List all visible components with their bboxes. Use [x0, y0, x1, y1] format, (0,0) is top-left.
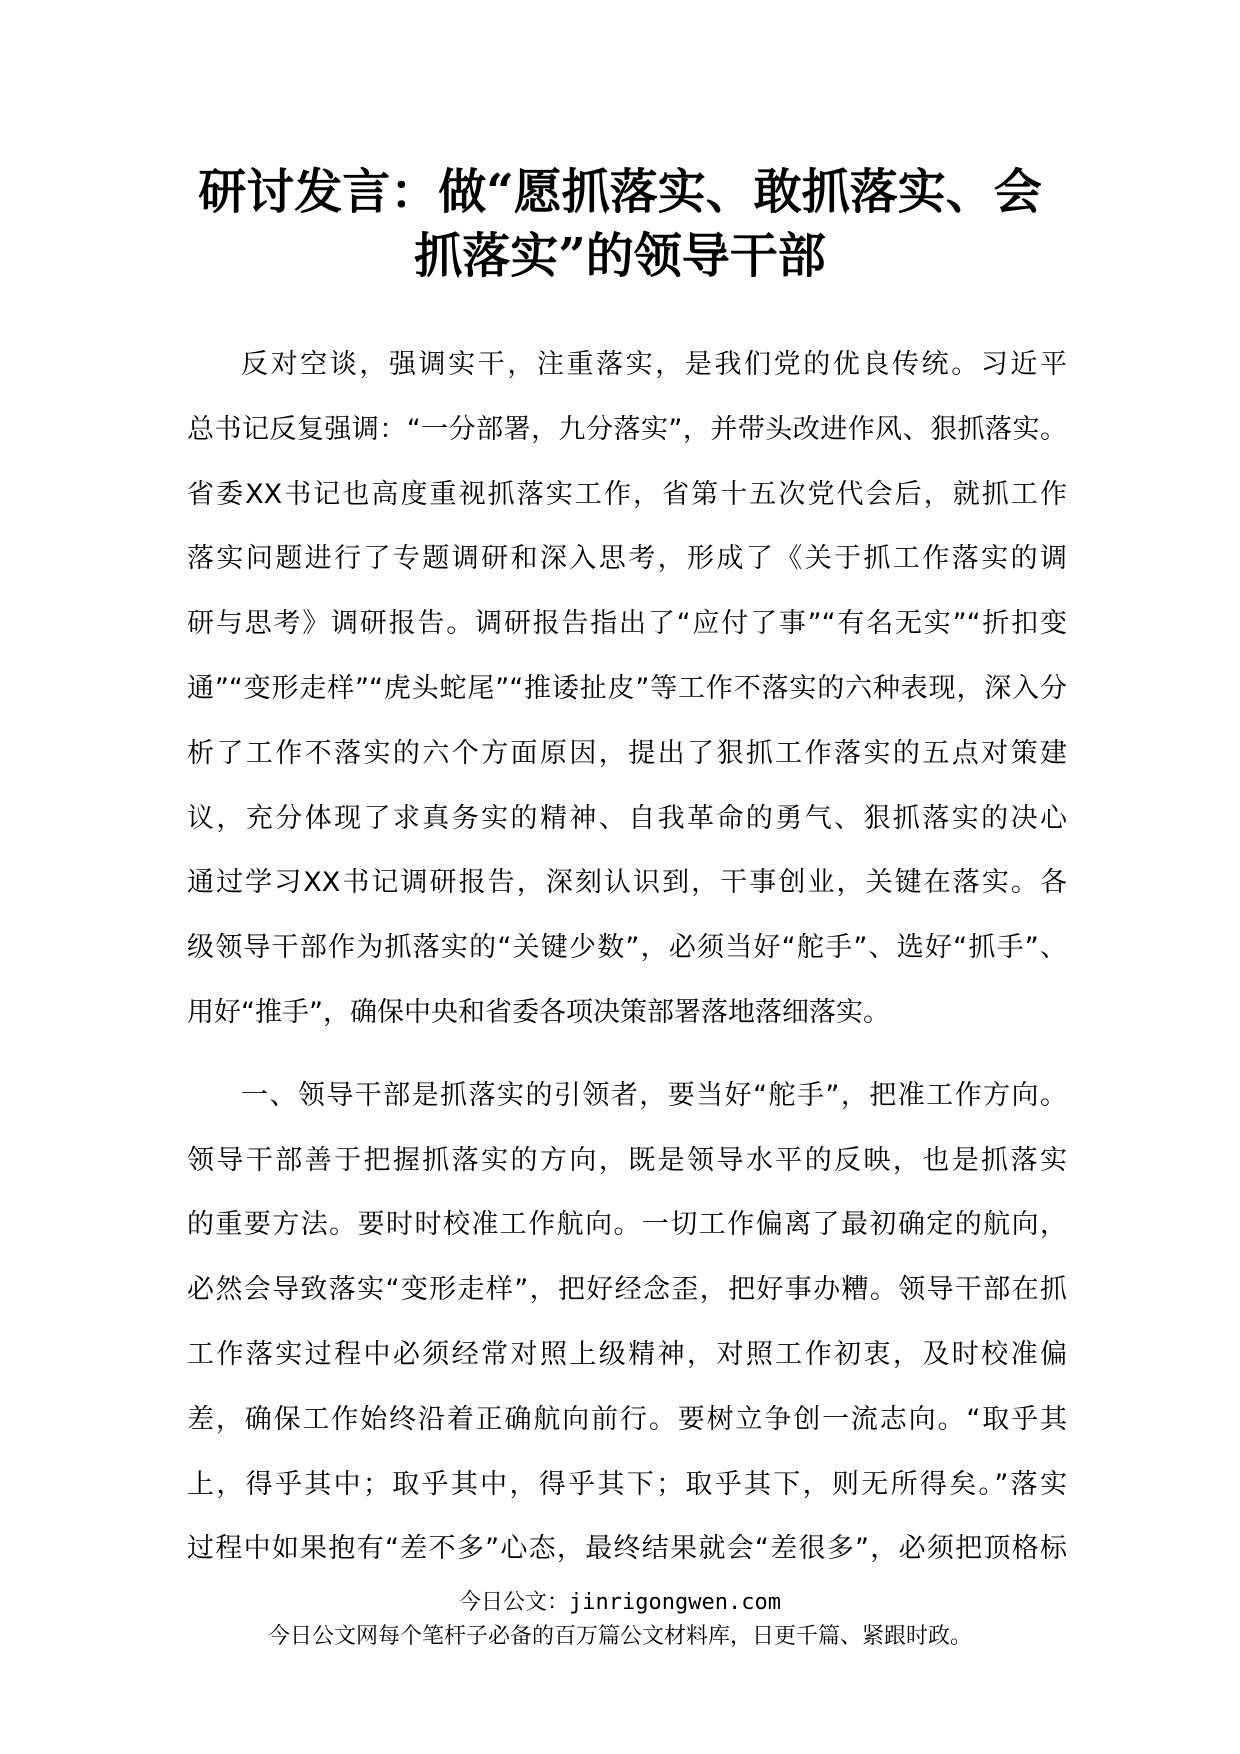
- paragraph-line: 过程中如果抱有“差不多”心态，最终结果就会“差很多”，必须把顶格标: [187, 1533, 1067, 1565]
- paragraph-line: 省委XX书记也高度重视抓落实工作，省第十五次党代会后，就抓工作: [187, 478, 1067, 510]
- paragraph-intro: [187, 333, 1067, 1046]
- paragraph-line: 级领导干部作为抓落实的“关键少数”，必须当好“舵手”、选好“抓手”、: [187, 932, 1067, 964]
- footer-site-label: 今日公文：: [459, 1590, 570, 1615]
- paragraph-line: 落实问题进行了专题调研和深入思考，形成了《关于抓工作落实的调: [187, 543, 1067, 575]
- title-line: 抓落实”的领导干部: [414, 228, 826, 284]
- footer-site-link[interactable]: jinrigongwen.com: [569, 1590, 781, 1615]
- title-line: 研讨发言：做“愿抓落实、敢抓落实、会: [198, 164, 1042, 220]
- footer-site-line: [0, 1586, 1240, 1620]
- paragraph-line: 总书记反复强调：“一分部署，九分落实”，并带头改进作风、狠抓落实。: [187, 413, 1067, 445]
- paragraph-line: 研与思考》调研报告。调研报告指出了“应付了事”“有名无实”“折扣变: [187, 608, 1067, 640]
- paragraph-line: 的重要方法。要时时校准工作航向。一切工作偏离了最初确定的航向，: [187, 1209, 1067, 1241]
- paragraph-line: 工作落实过程中必须经常对照上级精神，对照工作初衷，及时校准偏: [187, 1338, 1067, 1370]
- paragraph-line: 反对空谈，强调实干，注重落实，是我们党的优良传统。习近平: [241, 349, 1067, 380]
- paragraph-section-one: [187, 1064, 1067, 1582]
- document-title: [160, 160, 1080, 288]
- footer-slogan: 今日公文网每个笔杆子必备的百万篇公文材料库，日更千篇、紧跟时政。: [267, 1624, 972, 1649]
- paragraph-line: 一、领导干部是抓落实的引领者，要当好“舵手”，把准工作方向。: [241, 1079, 1067, 1111]
- paragraph-line: 议，充分体现了求真务实的精神、自我革命的勇气、狠抓落实的决心: [187, 802, 1067, 834]
- paragraph-line: 析了工作不落实的六个方面原因，提出了狠抓工作落实的五点对策建: [187, 737, 1067, 769]
- paragraph-line: 通”“变形走样”“虎头蛇尾”“推诿扯皮”等工作不落实的六种表现，深入分: [187, 672, 1067, 704]
- page-footer: [0, 1586, 1240, 1654]
- paragraph-line: 领导干部善于把握抓落实的方向，既是领导水平的反映，也是抓落实: [187, 1144, 1067, 1176]
- paragraph-line: 差，确保工作始终沿着正确航向前行。要树立争创一流志向。“取乎其: [187, 1403, 1067, 1435]
- paragraph-line: 上，得乎其中；取乎其中，得乎其下；取乎其下，则无所得矣。”落实: [187, 1468, 1067, 1500]
- paragraph-line: 通过学习XX书记调研报告，深刻认识到，干事创业，关键在落实。各: [187, 867, 1067, 899]
- document-body: [187, 333, 1067, 1582]
- paragraph-line: 必然会导致落实“变形走样”，把好经念歪，把好事办糟。领导干部在抓: [187, 1274, 1067, 1306]
- paragraph-line: 用好“推手”，确保中央和省委各项决策部署落地落细落实。: [187, 996, 890, 1028]
